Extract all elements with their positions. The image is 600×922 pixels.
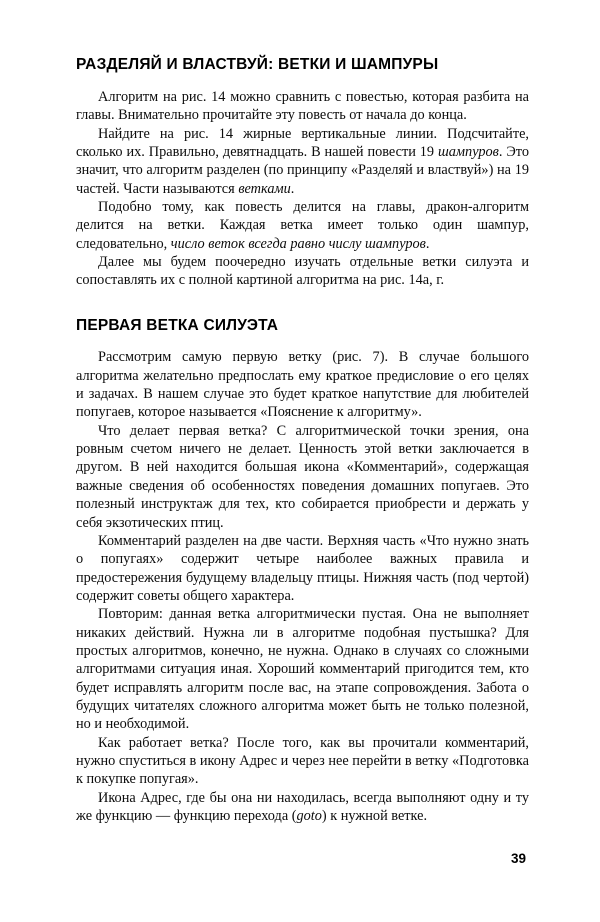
paragraph: Далее мы будем поочередно изучать отдельные ветки силуэта и сопоставлять их с полной картиной алгоритма на рис. 14а, г. [76,253,529,289]
paragraph: Подобно тому, как повесть делится на главы, дракон-алгоритм делится на ветки. Каждая ветка имеет только один шампур, следовательно, число веток всегда равно числу шампуров. [76,198,529,252]
section-heading: ПЕРВАЯ ВЕТКА СИЛУЭТА [76,316,279,334]
section-divide-and-conquer [76,56,529,290]
section-heading: РАЗДЕЛЯЙ И ВЛАСТВУЙ: ВЕТКИ И ШАМПУРЫ [76,56,439,73]
paragraph: Найдите на рис. 14 жирные вертикальные линии. Подсчитайте, сколько их. Правильно, девятнадцать. В нашей повести 19 шампуров. Это значит, что алгоритм разделен (по принципу «Разделяй и властвуй») на 19 частей. Части называются ветками. [76,125,529,197]
paragraph: Как работает ветка? После того, как вы прочитали комментарий, нужно спуститься в икону Адрес и через нее перейти в ветку «Подготовка к покупке попугая». [76,734,529,788]
paragraph: Икона Адрес, где бы она ни находилась, всегда выполняют одну и ту же функцию — функцию перехода (goto) к нужной ветке. [76,789,529,824]
section-first-branch [76,317,529,826]
paragraph: Что делает первая ветка? С алгоритмической точки зрения, она ровным счетом ничего не делает. Ценность этой ветки заключается в другом. В ней находится большая икона «Комментарий», содержащая важные сведения об особенностях поведения домашних попугаев. Это полезный инструктаж для тех, кто собирается приобрести и держать у себя экзотических птиц. [76,422,529,531]
page-number: 39 [510,851,526,866]
paragraph: Алгоритм на рис. 14 можно сравнить с повестью, которая разбита на главы. Внимательно прочитайте эту повесть от начала до конца. [76,88,529,124]
paragraph: Повторим: данная ветка алгоритмически пустая. Она не выполняет никаких действий. Нужна ли в алгоритме подобная пустышка? Для простых алгоритмов, конечно, не нужна. Однако в случаях со сложными алгоритмами ситуация иная. Хороший комментарий пригодится тем, кто будет исправлять алгоритм после вас, на этапе сопровождения. Забота о будущих читателях сложного алгоритма может быть не только полезной, но и необходимой. [76,606,529,733]
paragraph: Комментарий разделен на две части. Верхняя часть «Что нужно знать о попугаях» содержит четыре наиболее важных правила и предостережения будущему владельцу птицы. Нижняя часть (под чертой) содержит советы общего характера. [76,532,529,604]
paragraph: Рассмотрим самую первую ветку (рис. 7). В случае большого алгоритма желательно предпослать ему краткое предисловие о его целях и задачах. В нашем случае это будет краткое напутствие для любителей попугаев, которое называется «Пояснение к алгоритму». [76,349,529,421]
